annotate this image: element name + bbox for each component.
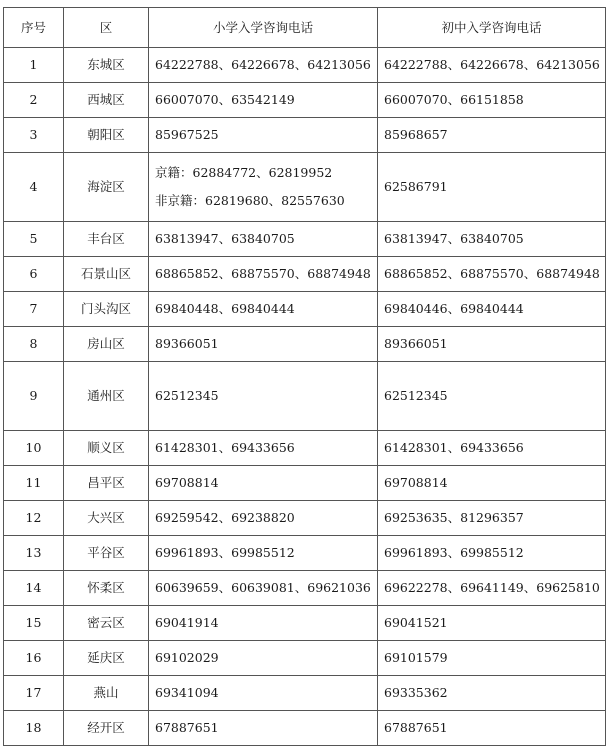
row-district: 门头沟区 (64, 292, 149, 327)
row-district: 房山区 (64, 327, 149, 362)
table-row (4, 362, 606, 431)
table-row (4, 711, 606, 746)
row-primary-phone: 69840448、69840444 (149, 292, 378, 327)
row-primary-phone (149, 153, 378, 222)
table-row (4, 153, 606, 222)
row-primary-phone: 69341094 (149, 676, 378, 711)
row-district: 海淀区 (64, 153, 149, 222)
row-no: 12 (4, 501, 64, 536)
table-row (4, 48, 606, 83)
row-no: 16 (4, 641, 64, 676)
row-primary-phone: 68865852、68875570、68874948 (149, 257, 378, 292)
row-middle-phone: 89366051 (378, 327, 606, 362)
row-primary-phone: 63813947、63840705 (149, 222, 378, 257)
row-primary-phone: 69041914 (149, 606, 378, 641)
row-no: 15 (4, 606, 64, 641)
table-row (4, 641, 606, 676)
row-middle-phone: 69961893、69985512 (378, 536, 606, 571)
header-middle: 初中入学咨询电话 (378, 8, 606, 48)
row-middle-phone: 67887651 (378, 711, 606, 746)
row-primary-phone: 69961893、69985512 (149, 536, 378, 571)
header-primary: 小学入学咨询电话 (149, 8, 378, 48)
row-primary-phone: 69708814 (149, 466, 378, 501)
row-no: 8 (4, 327, 64, 362)
row-middle-phone: 85968657 (378, 118, 606, 153)
row-middle-phone: 69840446、69840444 (378, 292, 606, 327)
row-middle-phone: 68865852、68875570、68874948 (378, 257, 606, 292)
row-middle-phone: 63813947、63840705 (378, 222, 606, 257)
table-row (4, 292, 606, 327)
table-row (4, 257, 606, 292)
header-row (4, 8, 606, 48)
row-middle-phone: 69041521 (378, 606, 606, 641)
row-no: 4 (4, 153, 64, 222)
row-middle-phone: 62512345 (378, 362, 606, 431)
row-middle-phone: 69253635、81296357 (378, 501, 606, 536)
primary-phone-nonlocal: 非京籍：62819680、82557630 (155, 193, 345, 208)
table-row (4, 83, 606, 118)
row-district: 密云区 (64, 606, 149, 641)
table-row (4, 118, 606, 153)
table-row (4, 501, 606, 536)
row-district: 平谷区 (64, 536, 149, 571)
row-primary-phone: 64222788、64226678、64213056 (149, 48, 378, 83)
table-row (4, 431, 606, 466)
row-primary-phone: 85967525 (149, 118, 378, 153)
row-primary-phone: 61428301、69433656 (149, 431, 378, 466)
row-no: 3 (4, 118, 64, 153)
row-primary-phone: 89366051 (149, 327, 378, 362)
row-middle-phone: 64222788、64226678、64213056 (378, 48, 606, 83)
row-no: 18 (4, 711, 64, 746)
row-district: 经开区 (64, 711, 149, 746)
table-row (4, 327, 606, 362)
header-no: 序号 (4, 8, 64, 48)
row-no: 13 (4, 536, 64, 571)
table-row (4, 606, 606, 641)
row-no: 11 (4, 466, 64, 501)
primary-phone-local: 京籍：62884772、62819952 (155, 165, 333, 180)
row-no: 10 (4, 431, 64, 466)
row-no: 1 (4, 48, 64, 83)
table-row (4, 536, 606, 571)
row-no: 2 (4, 83, 64, 118)
row-no: 6 (4, 257, 64, 292)
table-row (4, 676, 606, 711)
row-primary-phone: 67887651 (149, 711, 378, 746)
row-middle-phone: 69101579 (378, 641, 606, 676)
row-no: 9 (4, 362, 64, 431)
row-district: 顺义区 (64, 431, 149, 466)
row-middle-phone: 66007070、66151858 (378, 83, 606, 118)
row-district: 大兴区 (64, 501, 149, 536)
row-district: 燕山 (64, 676, 149, 711)
row-middle-phone: 69708814 (378, 466, 606, 501)
row-primary-phone: 62512345 (149, 362, 378, 431)
row-no: 7 (4, 292, 64, 327)
row-primary-phone: 66007070、63542149 (149, 83, 378, 118)
table-row (4, 466, 606, 501)
table-row (4, 222, 606, 257)
row-primary-phone: 60639659、60639081、69621036 (149, 571, 378, 606)
row-no: 17 (4, 676, 64, 711)
row-middle-phone: 62586791 (378, 153, 606, 222)
row-primary-phone: 69102029 (149, 641, 378, 676)
row-district: 石景山区 (64, 257, 149, 292)
phone-table (3, 7, 606, 746)
row-district: 昌平区 (64, 466, 149, 501)
row-no: 14 (4, 571, 64, 606)
row-district: 朝阳区 (64, 118, 149, 153)
header-district: 区 (64, 8, 149, 48)
row-district: 延庆区 (64, 641, 149, 676)
table-row (4, 571, 606, 606)
row-district: 怀柔区 (64, 571, 149, 606)
row-middle-phone: 61428301、69433656 (378, 431, 606, 466)
row-middle-phone: 69622278、69641149、69625810 (378, 571, 606, 606)
row-district: 通州区 (64, 362, 149, 431)
row-no: 5 (4, 222, 64, 257)
row-district: 东城区 (64, 48, 149, 83)
row-district: 西城区 (64, 83, 149, 118)
row-district: 丰台区 (64, 222, 149, 257)
row-middle-phone: 69335362 (378, 676, 606, 711)
row-primary-phone: 69259542、69238820 (149, 501, 378, 536)
